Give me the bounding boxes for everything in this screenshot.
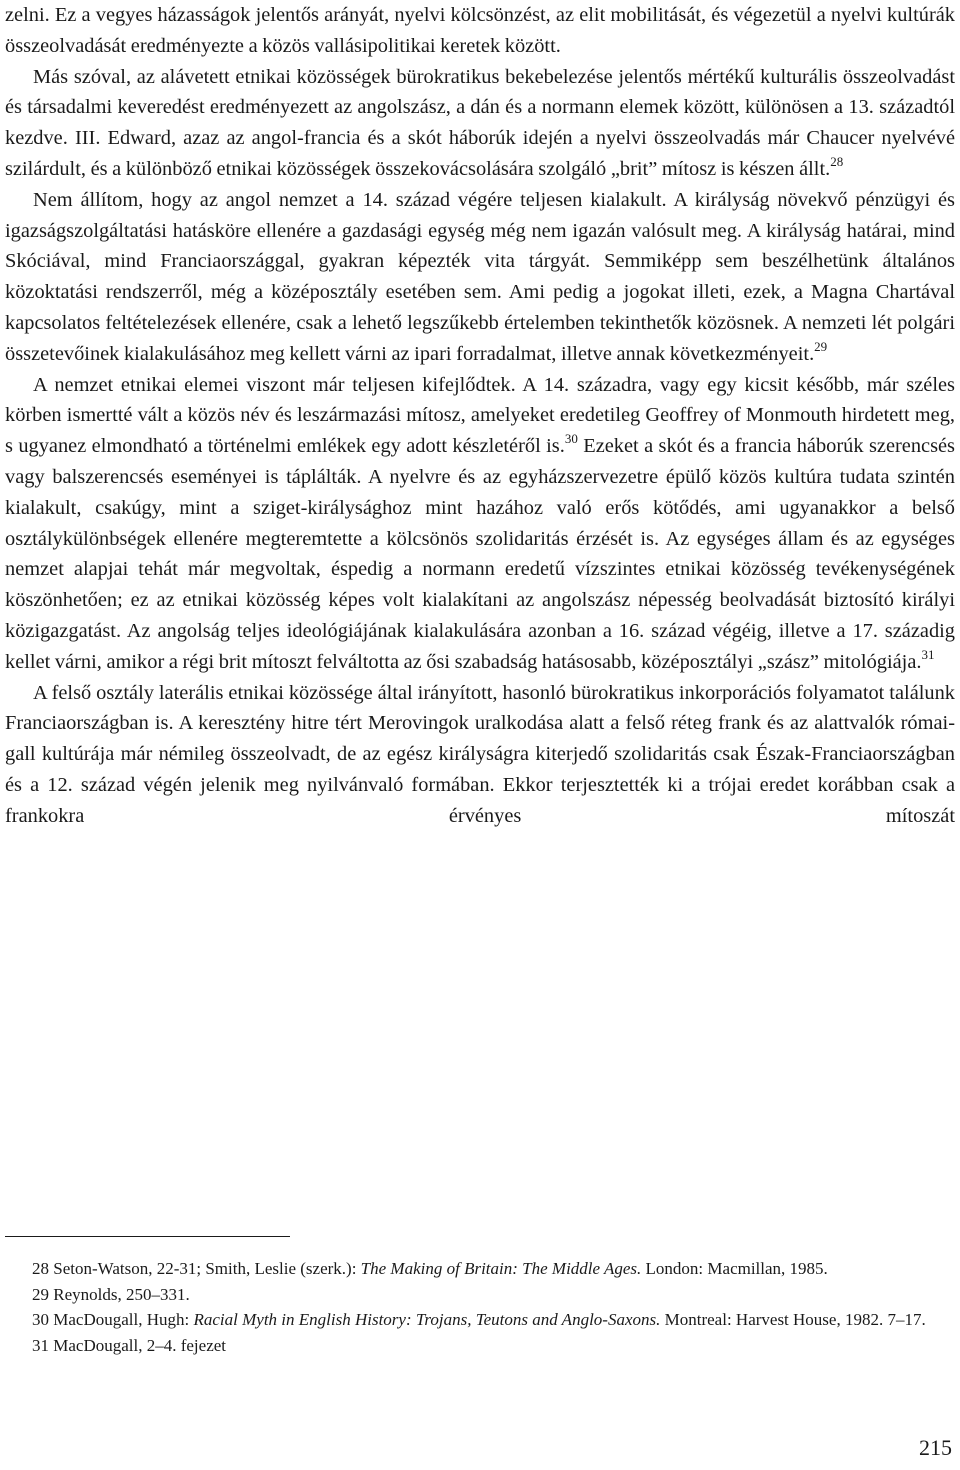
paragraph-2 (5, 62, 955, 185)
footnote-30-imprint: Montreal: Harvest House, 1982. 7–17. (660, 1310, 926, 1330)
footnote-ref-29: 29 (814, 338, 828, 354)
footnote-28-text: 28 Seton-Watson, 22-31; Smith, Leslie (szerk.): (32, 1259, 361, 1278)
paragraph-1: zelni. Ez a vegyes házasságok jelentős arányát, nyelvi kölcsönzést, az elit mobilitását, és végezetül a nyelvi kultúrák összeolvadását eredményezte a közös vallásipolitikai keretek között. (5, 4, 955, 57)
footnote-ref-28: 28 (830, 154, 844, 170)
footnotes (5, 1256, 955, 1358)
footnote-30-title: Racial Myth in English History: Trojans, Teutons and Anglo-Saxons. (193, 1310, 661, 1330)
paragraph-4 (5, 370, 955, 678)
main-text (5, 0, 955, 832)
footnote-28-title: The Making of Britain: The Middle Ages. (360, 1259, 642, 1278)
paragraph-4-text-a: A nemzet etnikai elemei viszont már teljesen kifejlődtek. A 14. századra, vagy egy kicsit később, már széles körben ismertté vált a közös név és leszármazási mítosz, amelyeket eredetileg Geoffrey of Monmouth hirdetett meg, s ugyanez elmondható a történelmi emlékek egy adott készletéről is. (5, 373, 955, 458)
paragraph-4-text-b: Ezeket a skót és a francia háborúk szerencsés vagy balszerencsés eseményei is táplálták. A nyelvre és az egyházszervezetre épülő közös kultúra tudata szintén kialakult, csakúgy, mint a sziget-királysághoz mint hazához való erős kötődés, ami ugyanakkor a belső osztálykülönbségek ellenére megteremtette a kölcsönös szolidaritás érzését is. Az egységes állam és az egységes nemzet alapjai tehát már megvoltak, éspedig a normann eredetű vízszintes etnikai közösség tevékenységének köszönhetően; ez az etnikai közösség képes volt kialakítani az angolszász népesség beolvadását biztosító királyi közigazgatást. Az angolság teljes ideológiájának kialakulására azonban a 16. század végéig, illetve a 17. századig kellet várni, amikor a régi brit mítoszt felváltotta az ősi szabadság hatásosabb, középosztályi „szász” mitológiája. (5, 435, 955, 673)
paragraph-3 (5, 185, 955, 370)
footnote-29: 29 Reynolds, 250–331. (32, 1284, 190, 1304)
page-number: 215 (919, 1435, 952, 1460)
footnote-ref-31: 31 (921, 646, 935, 662)
footnote-ref-30: 30 (564, 431, 578, 447)
paragraph-3-text: Nem állítom, hogy az angol nemzet a 14. század végére teljesen kialakult. A királyság növekvő pénzügyi és igazságszolgáltatási hatásköre ellenére a gazdasági egység még nem igazán valósult meg. A királyság határai, mind Skóciával, mind Franciaországgal, gyakran képezték vita tárgyát. Semmiképp sem beszélhetünk általános közoktatási rendszerről, még a középosztály esetében sem. Ami pedig a jogokat illeti, ezek, a Magna Chartával kapcsolatos feltételezések ellenére, csak a lehető legszűkebb értelemben tekinthetők közösnek. A nemzeti lét polgári összetevőinek kialakulásához meg kellett várni az ipari forradalmat, illetve annak következményeit. (5, 188, 955, 365)
footnote-30 (5, 1307, 955, 1333)
footnote-30-text: 30 MacDougall, Hugh: (32, 1310, 194, 1330)
footnote-28-imprint: London: Macmillan, 1985. (641, 1259, 828, 1278)
footnote-28 (5, 1256, 955, 1282)
paragraph-5: A felső osztály laterális etnikai közössége által irányított, hasonló bürokratikus inkorporációs folyamatot találunk Franciaországban is. A keresztény hitre tért Merovingok uralkodása alatt a felső réteg frank és az alattvalók római-gall kultúrája már némileg összeolvadt, de az egész királyságra kiterjedő szolidaritás csak Észak-Franciaországban és a 12. század végén jelenik meg nyilvánvaló formában. Ekkor terjesztették ki a trójai eredet korábban csak a frankokra érvényes mítoszát (5, 681, 955, 827)
footnote-31: 31 MacDougall, 2–4. fejezet (32, 1335, 227, 1355)
paragraph-2-text: Más szóval, az alávetett etnikai közösségek bürokratikus bekebelezése jelentős mértékű kulturális összeolvadást és társadalmi keveredést eredményezett az angolszász, a dán és a normann elemek között, különösen a 13. századtól kezdve. III. Edward, azaz az angol-francia és a skót háborúk idején a nyelvi összeolvadás már Chaucer nyelvévé szilárdult, és a különböző etnikai közösségek összekovácsolására szolgáló „brit” mítosz is készen állt. (5, 65, 955, 180)
footnote-separator (5, 1236, 290, 1237)
